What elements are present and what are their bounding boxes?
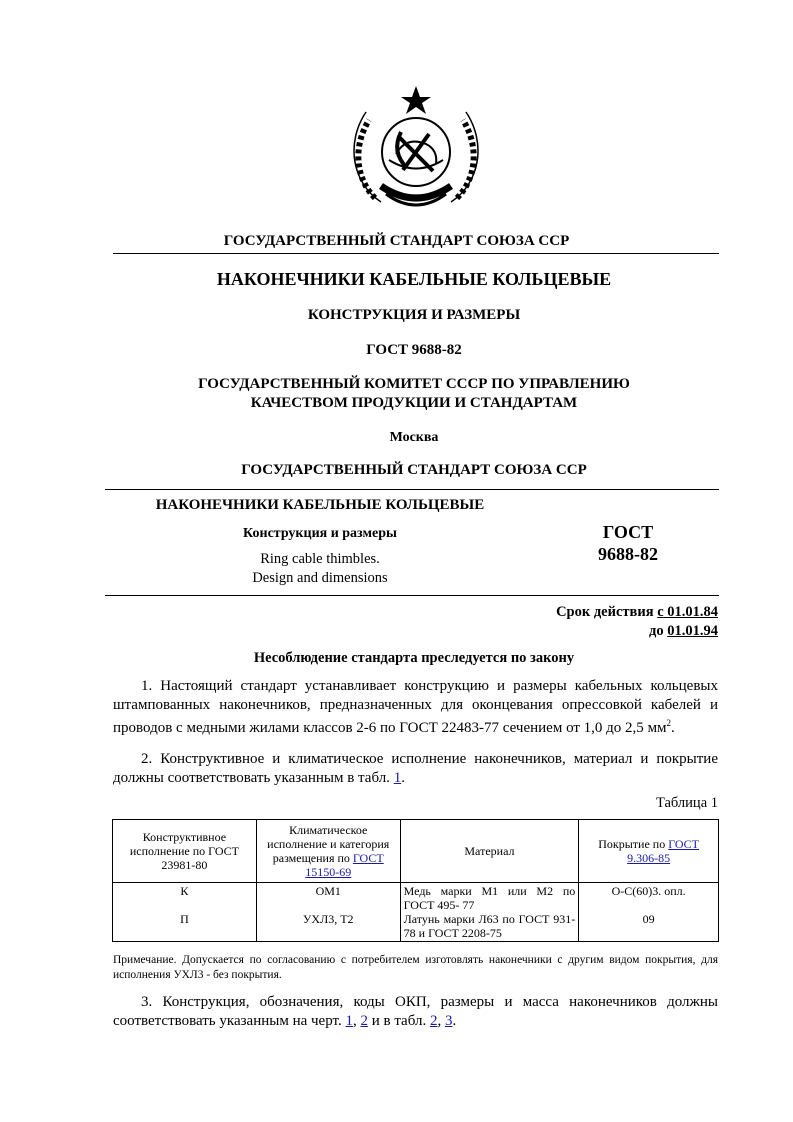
star-icon [401, 86, 431, 114]
gost-15150-link[interactable]: ГОСТ 15150-69 [305, 851, 384, 879]
paragraph-2: 2. Конструктивное и климатическое исполнение наконечников, материал и покрытие должны соответствовать указанным в табл. 1. [113, 751, 718, 786]
header-org: ГОСУДАРСТВЕННЫЙ СТАНДАРТ СОЮЗА ССР [241, 462, 587, 478]
cover-committee-2: КАЧЕСТВОМ ПРОДУКЦИИ И СТАНДАРТАМ [250, 395, 578, 411]
header-title: НАКОНЕЧНИКИ КАБЕЛЬНЫЕ КОЛЬЦЕВЫЕ [155, 497, 485, 513]
table-3-link[interactable]: 3 [444, 1012, 453, 1029]
col-header-climate: Климатическое исполнение и категория размещения по ГОСТ 15150-69 [256, 820, 400, 883]
divider [105, 595, 719, 596]
header-english-1: Ring cable thimbles. [260, 551, 380, 567]
cover-city: Москва [389, 430, 439, 445]
cover-subtitle: КОНСТРУКЦИЯ И РАЗМЕРЫ [307, 307, 521, 323]
divider [113, 253, 719, 254]
divider [105, 489, 719, 490]
col-header-design: Конструктивное исполнение по ГОСТ 23981-80 [113, 820, 257, 883]
drawing-2-link[interactable]: 2 [360, 1012, 368, 1029]
paragraph-1: 1. Настоящий стандарт устанавливает конструкцию и размеры кабельных кольцевых штампованных наконечников, предназначенных для оконцевания опрессовкой кабелей и проводов с медными жилами классов 2-6 по ГОСТ 22483-77 сечением от 1,0 до 2,5 $мм^2$. [113, 678, 718, 736]
table-caption: Таблица 1 [655, 795, 718, 811]
col-header-coating: Покрытие по ГОСТ 9.306-85 [579, 820, 719, 883]
table-row: К П ОМ1 УХЛ3, Т2 Медь марки М1 или М2 по ГОСТ 495- 77 Латунь марки Л63 по ГОСТ 931-78 и ГОСТ 2208-75 О-С(60)3. опл. 09 [113, 883, 719, 942]
table-note: Примечание. Допускается по согласованию с потребителем изготовлять наконечники с другим видом покрытия, для исполнения УХЛ3 - без покрытия. [113, 954, 718, 981]
cover-gost: ГОСТ 9688-82 [366, 342, 462, 358]
drawing-1-link[interactable]: 1 [345, 1012, 353, 1029]
validity-to: до 01.01.94 [649, 623, 718, 639]
header-gost-label: ГОСТ [602, 522, 654, 542]
validity-from: Срок действия с 01.01.84 [556, 604, 718, 620]
table-2-link[interactable]: 2 [429, 1012, 438, 1029]
gost-9306-link[interactable]: ГОСТ 9.306-85 [627, 837, 700, 865]
header-english-2: Design and dimensions [252, 570, 388, 586]
header-gost-number: 9688-82 [598, 544, 658, 564]
cover-title: НАКОНЕЧНИКИ КАБЕЛЬНЫЕ КОЛЬЦЕВЫЕ [216, 269, 612, 289]
paragraph-3: 3. Конструкция, обозначения, коды ОКП, размеры и масса наконечников должны соответствовать указанным на черт. 1, 2 и в табл. 2, 3. [113, 994, 718, 1029]
cover-org: ГОСУДАРСТВЕННЫЙ СТАНДАРТ СОЮЗА ССР [223, 233, 570, 249]
cover-committee-1: ГОСУДАРСТВЕННЫЙ КОМИТЕТ СССР ПО УПРАВЛЕНИЮ [198, 376, 630, 392]
table-header-row [113, 820, 719, 883]
ussr-emblem [341, 82, 491, 222]
table-1 [112, 819, 719, 942]
law-notice: Несоблюдение стандарта преследуется по закону [253, 650, 575, 666]
header-subtitle: Конструкция и размеры [243, 526, 397, 541]
col-header-material: Материал [400, 820, 579, 883]
table-1-link[interactable]: 1 [393, 769, 402, 786]
